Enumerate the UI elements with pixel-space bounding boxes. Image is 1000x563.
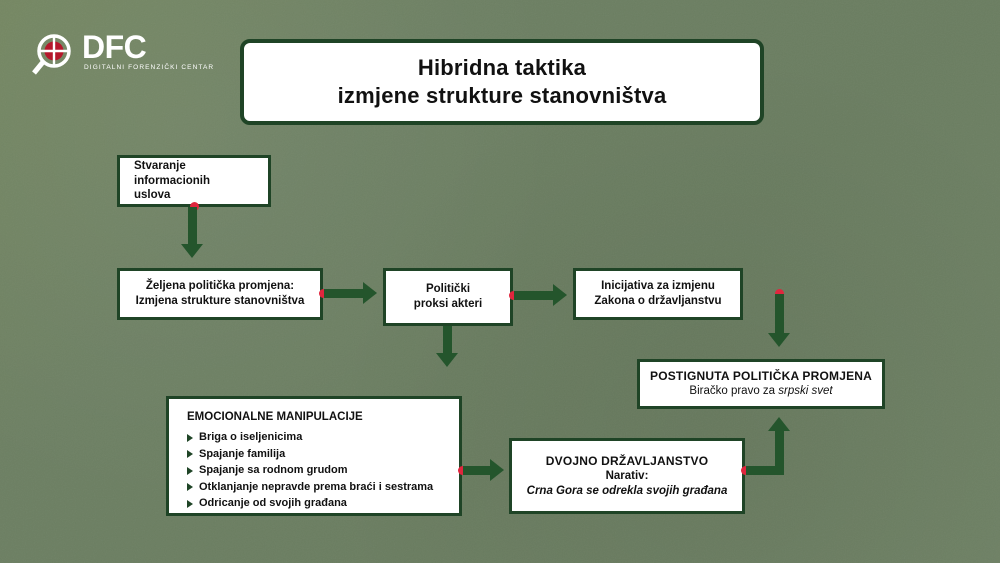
node-dual-citizenship-line-3: Crna Gora se odrekla svojih građana <box>526 484 728 497</box>
arrow-proxy-to-emotional <box>436 353 458 367</box>
node-initiative <box>573 268 743 320</box>
connector-emotional-to-dual <box>463 466 491 475</box>
list-item: Odricanje od svojih građana <box>187 495 433 512</box>
title-box <box>240 39 764 125</box>
node-emotional-manipulation-heading: EMOCIONALNE MANIPULACIJE <box>187 411 363 423</box>
connector-proxy-to-emotional <box>443 326 452 354</box>
arrow-emotional-to-dual <box>490 459 504 481</box>
node-desired-change-line-1: Željena politička promjena: <box>145 280 295 293</box>
arrow-desired-to-proxy <box>363 282 377 304</box>
node-info-conditions-line-1: Stvaranje informacionih <box>134 159 211 187</box>
list-item: Otklanjanje nepravde prema braći i sestrama <box>187 479 433 496</box>
arrow-proxy-to-initiative <box>553 284 567 306</box>
node-dual-citizenship-line-1: DVOJNO DRŽAVLJANSTVO <box>545 453 709 468</box>
logo-tagline: DIGITALNI FORENZIČKI CENTAR <box>84 64 215 71</box>
connector-proxy-to-initiative <box>514 291 554 300</box>
connector-info-to-desired <box>188 207 197 245</box>
node-achieved-change-line-2 <box>689 384 832 399</box>
node-emotional-manipulation-list <box>187 429 433 512</box>
connector-initiative-to-achieved <box>775 294 784 334</box>
connector-desired-to-proxy <box>324 289 364 298</box>
list-item: Spajanje sa rodnom grudom <box>187 462 433 479</box>
node-dual-citizenship-line-2: Narativ: <box>605 469 649 482</box>
title-line-1: Hibridna taktika <box>417 54 587 80</box>
title-line-2: izmjene strukture stanovništva <box>337 83 667 108</box>
arrow-info-to-desired <box>181 244 203 258</box>
node-emotional-manipulation <box>166 396 462 516</box>
node-achieved-change <box>637 359 885 409</box>
node-proxy-actors <box>383 268 513 326</box>
node-info-conditions <box>117 155 271 207</box>
arrow-dual-to-achieved <box>768 417 790 431</box>
list-item: Briga o iseljenicima <box>187 429 433 446</box>
magnifier-icon <box>30 32 78 80</box>
node-achieved-change-line-1: POSTIGNUTA POLITIČKA PROMJENA <box>649 368 873 383</box>
node-initiative-line-1: Inicijativa za izmjenu <box>601 280 715 293</box>
node-initiative-line-2: Zakona o državljanstvu <box>594 295 722 307</box>
dfc-logo <box>30 29 215 82</box>
node-proxy-actors-line-2: proksi akteri <box>413 298 483 310</box>
node-achieved-change-line-2-prefix: Biračko pravo za <box>689 385 779 398</box>
node-desired-change-line-2: Izmjena strukture stanovništva <box>135 295 305 307</box>
node-dual-citizenship <box>509 438 745 514</box>
logo-wordmark: DFC <box>82 29 147 65</box>
node-achieved-change-line-2-italic: srpski svet <box>778 385 833 398</box>
node-desired-change <box>117 268 323 320</box>
arrow-initiative-to-achieved <box>768 333 790 347</box>
node-proxy-actors-line-1: Politički <box>425 283 471 296</box>
connector-dual-to-achieved-vertical <box>775 430 784 470</box>
list-item: Spajanje familija <box>187 446 433 463</box>
node-info-conditions-line-2: uslova <box>134 189 171 202</box>
